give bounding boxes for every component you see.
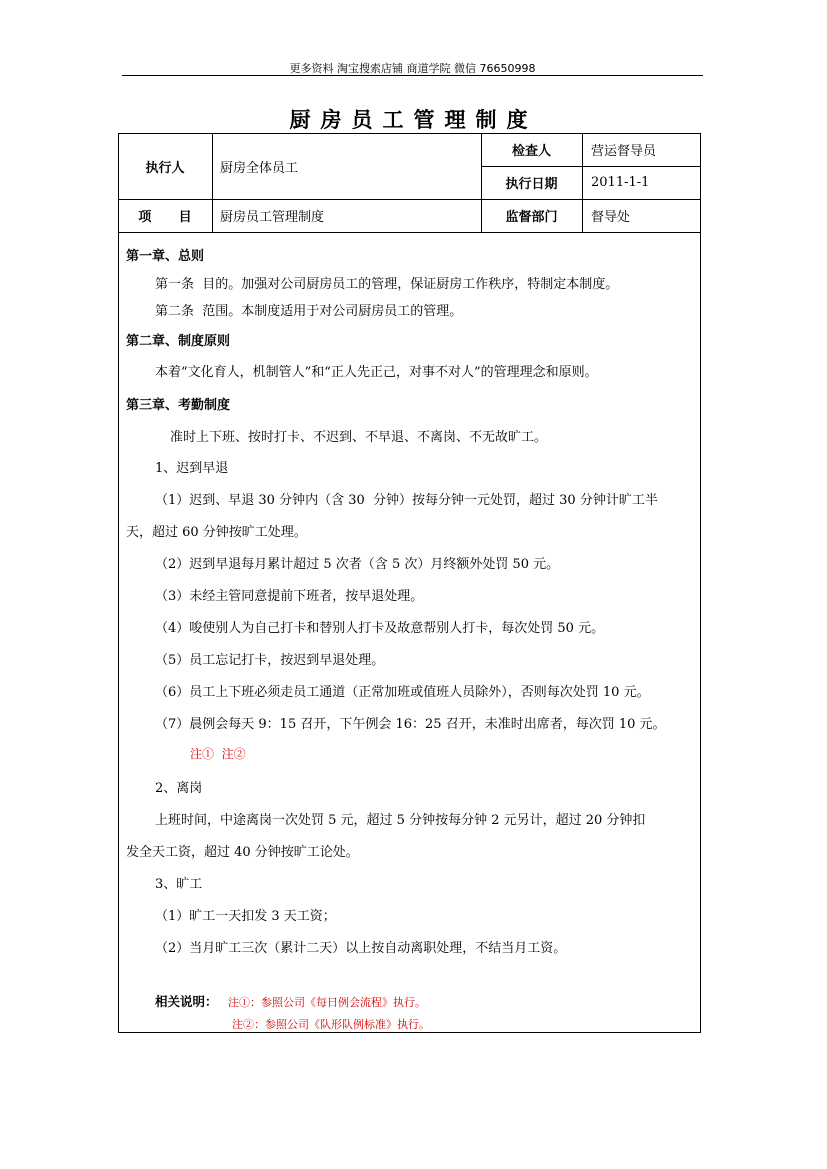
supervisor-label: 监督部门 — [505, 210, 558, 225]
chapter-2-title: 第二章、制度原则 — [126, 334, 231, 349]
chapter-1-article-1: 第一条 目的。加强对公司厨房员工的管理，保证厨房工作秩序，特制定本制度。 — [155, 277, 619, 292]
col-divider — [212, 133, 213, 232]
note-1: 注①：参照公司《每日例会流程》执行。 — [228, 996, 426, 1009]
note-2: 注②：参照公司《队形队例标准》执行。 — [232, 1018, 430, 1031]
section-1-item-2: （2）迟到早退每月累计超过 5 次者（含 5 次）月终额外处罚 50 元。 — [155, 557, 560, 572]
section-1-item-1a: （1）迟到、早退 30 分钟内（含 30 分钟）按每分钟一元处罚，超过 30 分钟计旷工半 — [155, 493, 658, 508]
col-divider — [582, 133, 583, 232]
item-value: 厨房员工管理制度 — [220, 210, 325, 225]
item-label: 项 目 — [138, 210, 192, 225]
row-divider — [118, 232, 701, 233]
section-2-text-b: 发全天工资，超过 40 分钟按旷工论处。 — [126, 845, 359, 860]
section-2-text-a: 上班时间，中途离岗一次处罚 5 元，超过 5 分钟按每分钟 2 元另计，超过 20 分钟扣 — [155, 813, 646, 828]
date-label: 执行日期 — [505, 177, 558, 192]
chapter-3-intro: 准时上下班、按时打卡、不迟到、不早退、不离岗、不无故旷工。 — [170, 430, 548, 445]
section-1-notes-ref: 注① 注② — [190, 747, 246, 761]
section-2-title: 2、离岗 — [155, 781, 203, 796]
chapter-3-title: 第三章、考勤制度 — [126, 398, 231, 413]
section-1-item-7: （7）晨例会每天 9：15 召开，下午例会 16：25 召开，未准时出席者，每次罚 10 元。 — [155, 717, 666, 732]
inspector-label: 检查人 — [511, 144, 551, 159]
section-3-item-1: （1）旷工一天扣发 3 天工资； — [155, 909, 336, 924]
section-1-item-5: （5）员工忘记打卡，按迟到早退处理。 — [155, 653, 385, 668]
executor-value: 厨房全体员工 — [220, 160, 299, 176]
header-rule — [122, 75, 703, 76]
executor-label: 执行人 — [145, 160, 185, 176]
section-1-item-6: （6）员工上下班必须走员工通道（正常加班或值班人员除外），否则每次处罚 10 元。 — [155, 685, 650, 700]
section-1-item-3: （3）未经主管同意提前下班者，按早退处理。 — [155, 589, 424, 604]
notes-label: 相关说明： — [155, 994, 218, 1009]
section-3-title: 3、旷工 — [155, 877, 203, 892]
document-title: 厨房员工管理制度 — [289, 108, 538, 132]
main-table — [118, 133, 701, 1033]
section-3-item-2: （2）当月旷工三次（累计二天）以上按自动离职处理，不结当月工资。 — [155, 941, 567, 956]
inspector-value: 营运督导员 — [591, 144, 657, 159]
chapter-1-title: 第一章、总则 — [126, 249, 205, 264]
section-1-item-1b: 天，超过 60 分钟按旷工处理。 — [126, 525, 307, 540]
chapter-1-article-2: 第二条 范围。本制度适用于对公司厨房员工的管理。 — [155, 304, 463, 319]
date-value: 2011-1-1 — [591, 175, 650, 190]
chapter-2-text: 本着“文化育人，机制管人”和“正人先正己，对事不对人”的管理理念和原则。 — [155, 365, 598, 380]
supervisor-value: 督导处 — [591, 210, 631, 225]
section-1-item-4: （4）唆使别人为自己打卡和替别人打卡及故意帮别人打卡，每次处罚 50 元。 — [155, 621, 605, 636]
section-1-title: 1、迟到早退 — [155, 461, 229, 476]
header-text: 更多资料 淘宝搜索店铺 商道学院 微信 76650998 — [289, 62, 536, 75]
